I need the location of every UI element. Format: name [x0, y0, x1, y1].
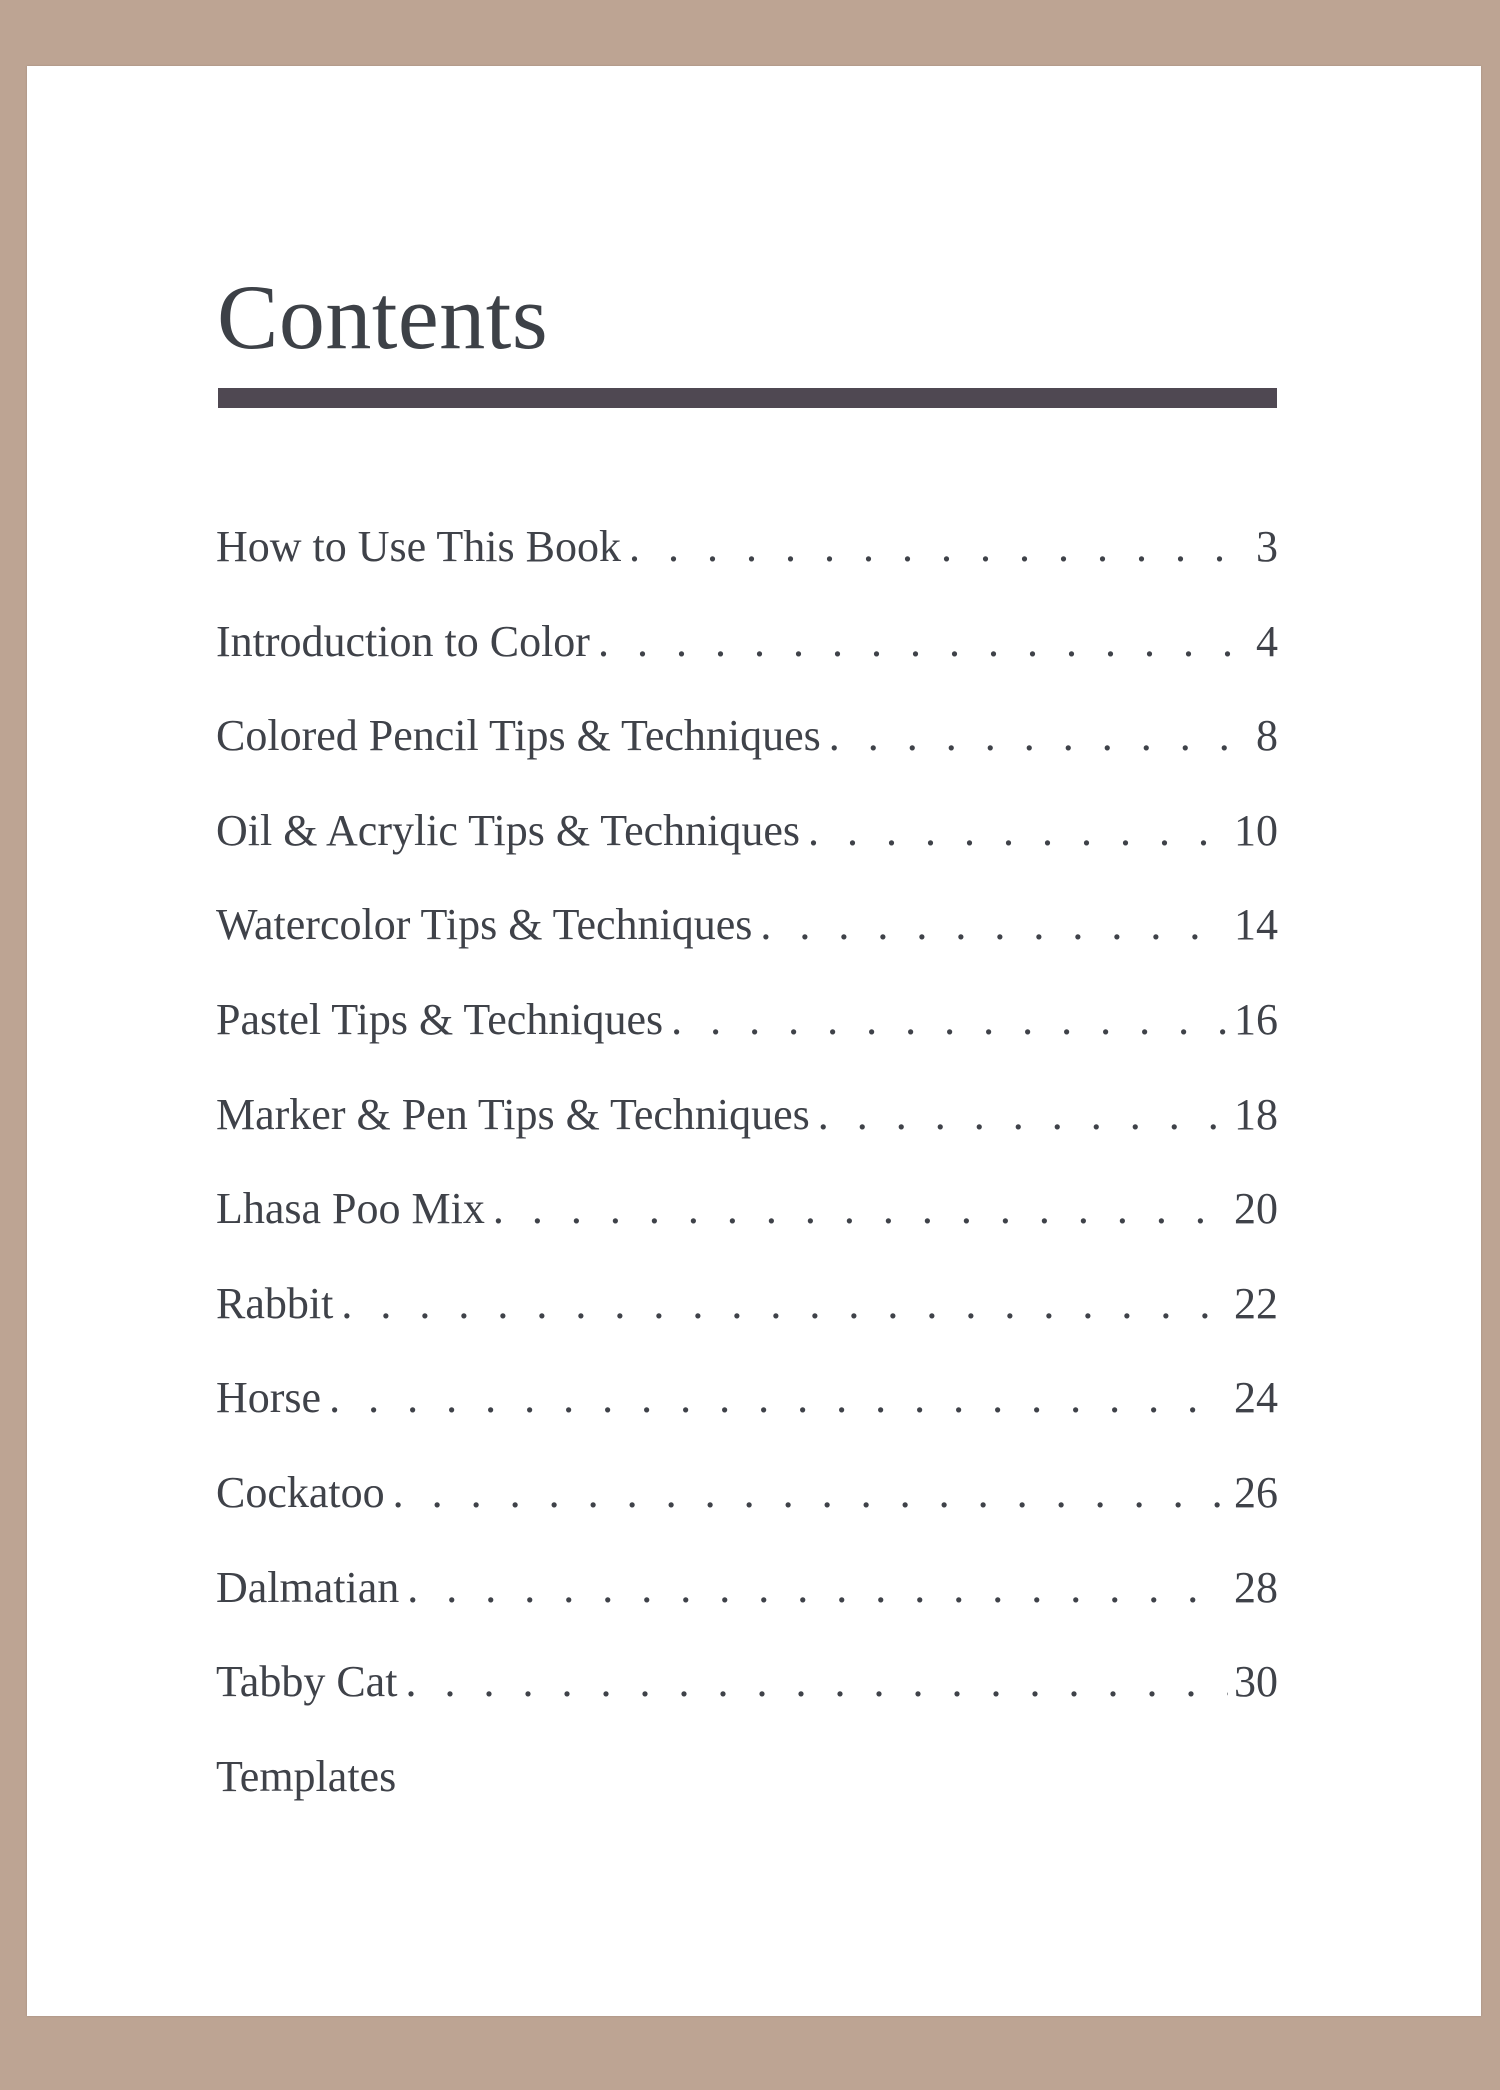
dot-leader — [341, 1278, 1228, 1329]
dot-leader — [760, 899, 1228, 950]
toc-entry[interactable] — [216, 994, 1278, 1089]
dot-leader — [405, 1656, 1228, 1707]
toc-entry[interactable] — [216, 1372, 1278, 1467]
toc-page-number: 8 — [1256, 711, 1278, 761]
toc-entry[interactable] — [216, 1278, 1278, 1373]
dot-leader — [493, 1183, 1228, 1234]
toc-page-number: 10 — [1234, 805, 1278, 855]
toc-entry[interactable] — [216, 521, 1278, 616]
toc-entry-title: Dalmatian — [216, 1562, 400, 1612]
toc-entry[interactable] — [216, 899, 1278, 994]
dot-leader — [629, 521, 1250, 572]
toc-entry[interactable] — [216, 1089, 1278, 1184]
toc-entry-title: Lhasa Poo Mix — [216, 1184, 485, 1234]
toc-page-number: 30 — [1234, 1657, 1278, 1707]
toc-entry-title: Templates — [216, 1751, 397, 1801]
dot-leader — [829, 710, 1250, 761]
dot-leader — [598, 616, 1250, 667]
toc-entry[interactable] — [216, 710, 1278, 805]
toc-page-number: 3 — [1256, 522, 1278, 571]
toc-entry-title: Colored Pencil Tips & Techniques — [216, 711, 821, 761]
toc-entry[interactable] — [216, 1562, 1278, 1657]
toc-page-number: 18 — [1234, 1089, 1278, 1139]
toc-entry[interactable] — [216, 1467, 1278, 1562]
toc-page-number: 26 — [1234, 1467, 1278, 1517]
toc-entry-title: Rabbit — [216, 1278, 334, 1328]
toc-page-number: 22 — [1234, 1278, 1278, 1328]
toc-page-number: 14 — [1234, 900, 1278, 950]
toc-entry-title: Cockatoo — [216, 1467, 385, 1517]
dot-leader — [407, 1562, 1228, 1613]
toc-page-number: 20 — [1234, 1184, 1278, 1234]
toc-entry[interactable] — [216, 1183, 1278, 1278]
title-rule — [218, 388, 1277, 408]
toc-entry-title: Horse — [216, 1373, 322, 1423]
toc-page-number: 4 — [1256, 616, 1278, 666]
page-title: Contents — [217, 266, 549, 368]
toc-entry-title: Tabby Cat — [216, 1657, 398, 1707]
dot-leader — [393, 1467, 1228, 1518]
toc-entry[interactable] — [216, 616, 1278, 711]
dot-leader — [671, 994, 1228, 1045]
toc-entry-title: Pastel Tips & Techniques — [216, 994, 664, 1044]
dot-leader — [808, 805, 1228, 856]
toc-entry-title: How to Use This Book — [216, 522, 621, 571]
table-of-contents — [216, 521, 1278, 1845]
dot-leader — [329, 1372, 1228, 1423]
toc-entry-title: Oil & Acrylic Tips & Techniques — [216, 805, 801, 855]
toc-entry-title: Watercolor Tips & Techniques — [216, 900, 753, 950]
dot-leader — [818, 1089, 1228, 1140]
toc-page-number: 16 — [1234, 994, 1278, 1044]
toc-entry[interactable] — [216, 1656, 1278, 1751]
toc-entry-title: Introduction to Color — [216, 616, 590, 666]
toc-page-number: 24 — [1234, 1373, 1278, 1423]
toc-page-number: 28 — [1234, 1562, 1278, 1612]
toc-entry[interactable] — [216, 1751, 1278, 1846]
toc-entry-title: Marker & Pen Tips & Techniques — [216, 1089, 810, 1139]
book-page — [27, 66, 1481, 2016]
toc-entry[interactable] — [216, 805, 1278, 900]
